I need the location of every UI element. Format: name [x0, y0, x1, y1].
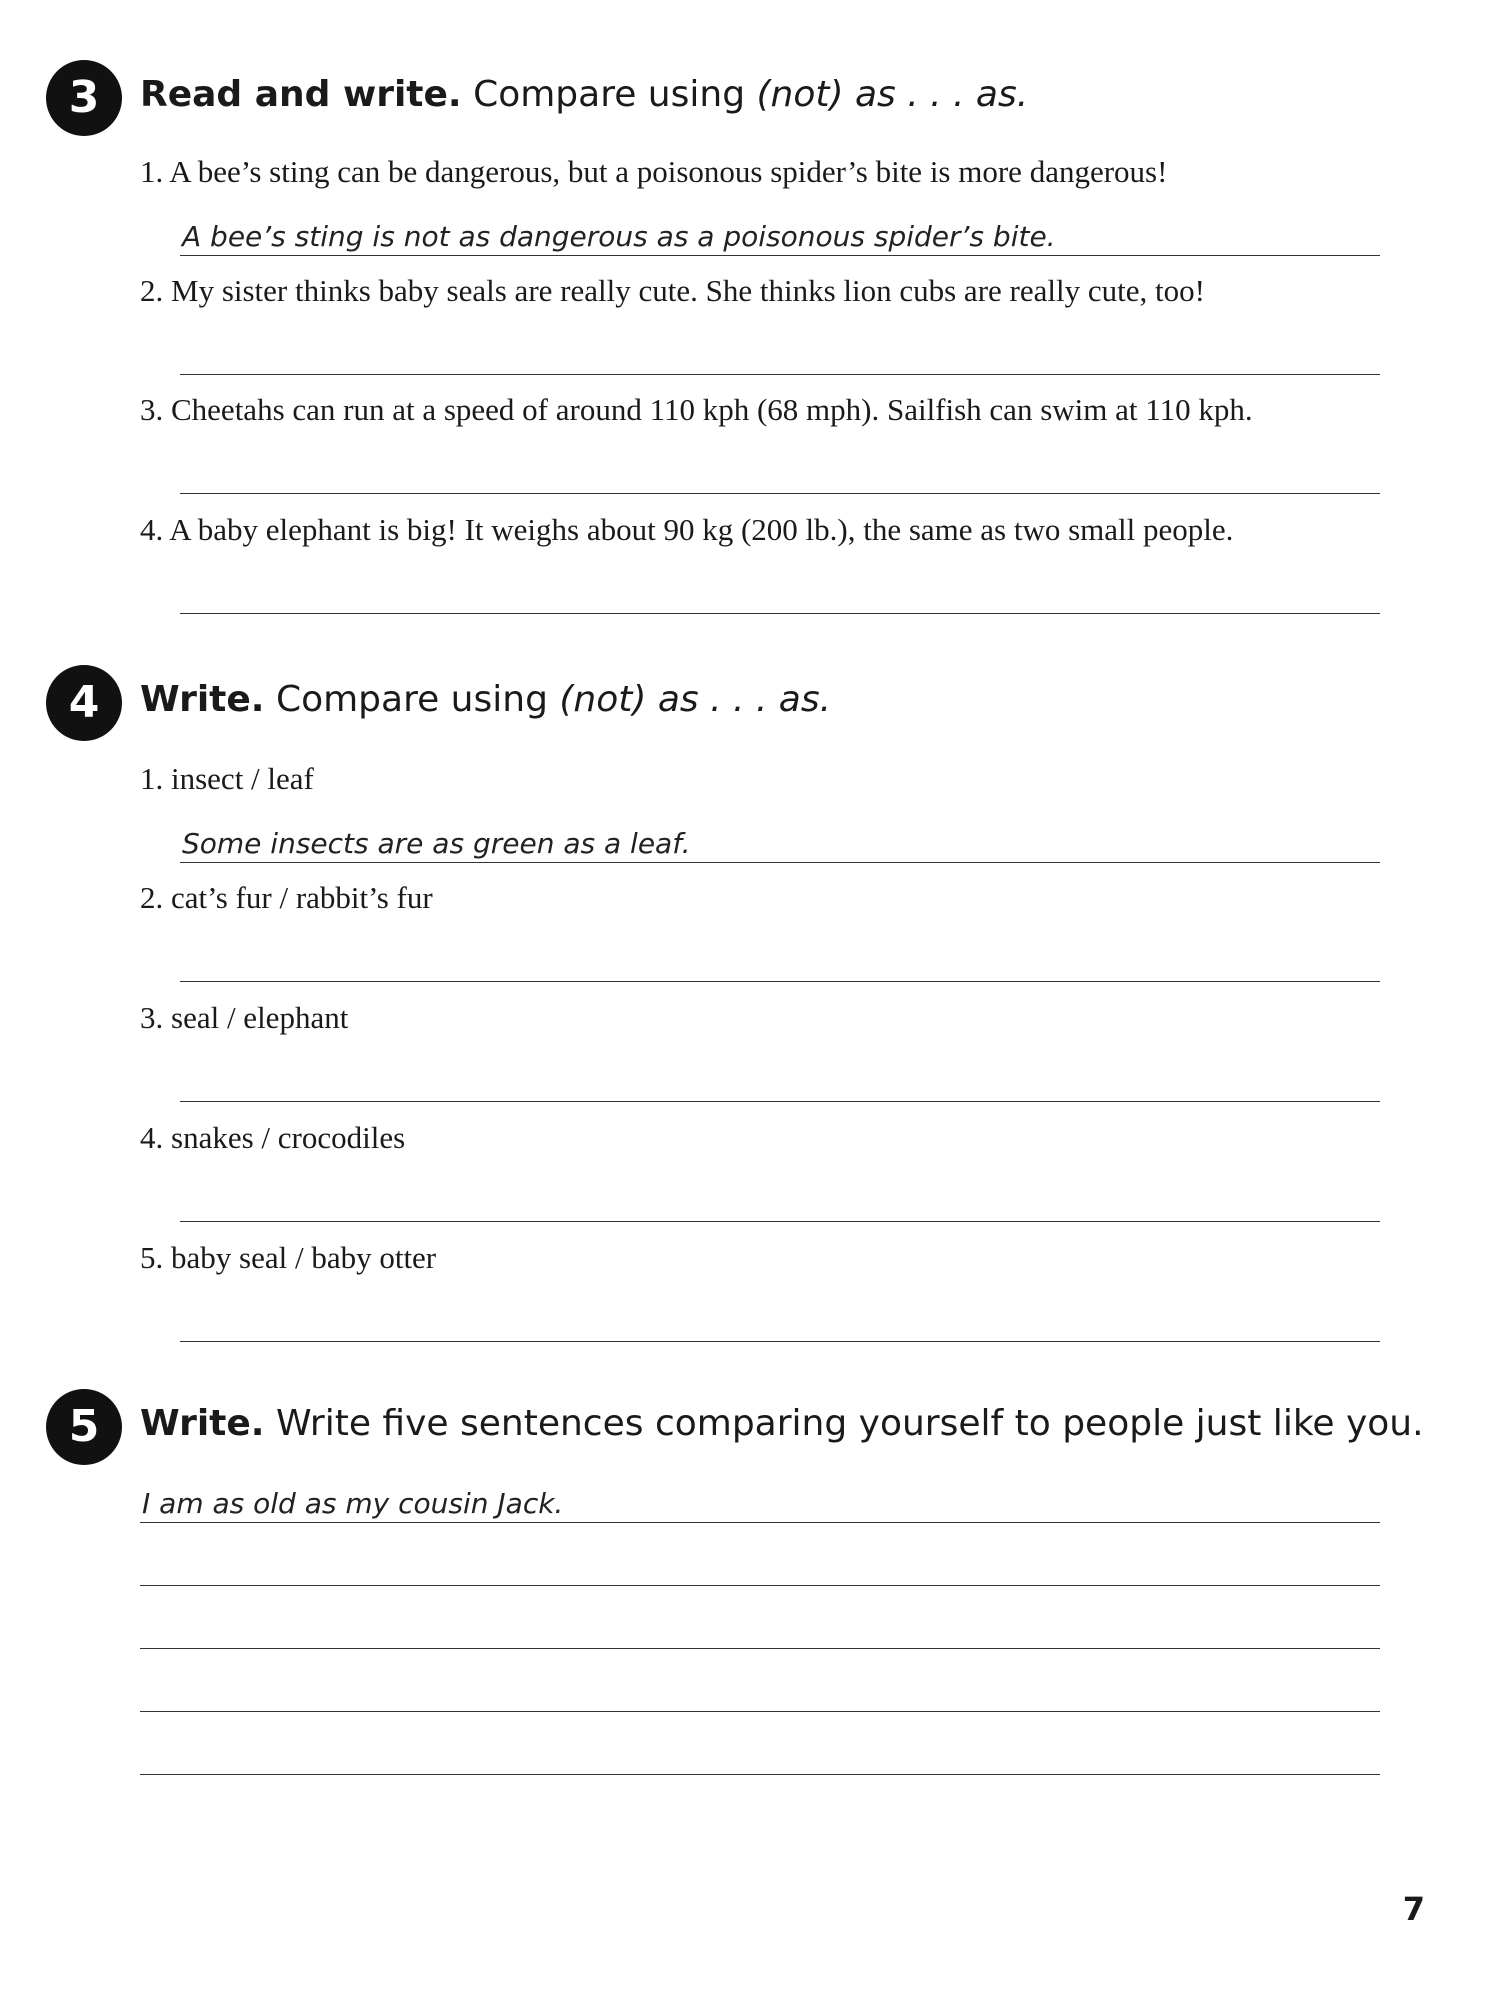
exercise-heading — [140, 1403, 1424, 1444]
question-text: 3. seal / elephant — [140, 1000, 349, 1035]
question-text: 2. My sister thinks baby seals are really cute. She thinks lion cubs are really cute, too! — [140, 273, 1205, 308]
exercise-title: Write. — [140, 1403, 265, 1444]
exercise-number-badge: 4 — [46, 665, 122, 741]
answer-line[interactable] — [140, 1472, 1380, 1523]
exercise-title: Write. — [140, 679, 265, 720]
exercise-instruction-italic: (not) as . . . as. — [756, 74, 1029, 115]
answer-line[interactable] — [180, 931, 1380, 982]
question-text: 1. A bee’s sting can be dangerous, but a poisonous spider’s bite is more dangerous! — [140, 154, 1168, 189]
answer-line[interactable] — [180, 563, 1380, 614]
answer-line[interactable] — [140, 1661, 1380, 1712]
answer-line[interactable] — [180, 812, 1380, 863]
exercise-instruction: Compare using — [275, 679, 560, 720]
answer-text: A bee’s sting is not as dangerous as a poisonous spider’s bite. — [182, 220, 1056, 253]
question-text: 1. insect / leaf — [140, 761, 314, 796]
question-text: 5. baby seal / baby otter — [140, 1240, 437, 1275]
exercise-instruction-italic: (not) as . . . as. — [559, 679, 832, 720]
answer-line[interactable] — [180, 1171, 1380, 1222]
answer-text: Some insects are as green as a leaf. — [182, 827, 691, 860]
exercise-title: Read and write. — [140, 74, 462, 115]
question-text: 3. Cheetahs can run at a speed of around 110 kph (68 mph). Sailfish can swim at 110 kph. — [140, 392, 1253, 427]
answer-line[interactable] — [180, 443, 1380, 494]
answer-line[interactable] — [180, 1051, 1380, 1102]
exercise-heading — [140, 74, 1028, 115]
exercise-instruction: Compare using — [473, 74, 757, 115]
exercise-instruction: Write five sentences comparing yourself to people just like you. — [275, 1403, 1424, 1444]
answer-line[interactable] — [180, 205, 1380, 256]
answer-line[interactable] — [180, 1291, 1380, 1342]
question-text: 4. A baby elephant is big! It weighs about 90 kg (200 lb.), the same as two small people. — [140, 512, 1234, 547]
question-text: 4. snakes / crocodiles — [140, 1120, 406, 1155]
answer-line[interactable] — [180, 324, 1380, 375]
answer-line[interactable] — [140, 1535, 1380, 1586]
answer-text: I am as old as my cousin Jack. — [142, 1487, 564, 1520]
exercise-number-badge: 5 — [46, 1389, 122, 1465]
answer-line[interactable] — [140, 1598, 1380, 1649]
answer-line[interactable] — [140, 1724, 1380, 1775]
page-number: 7 — [1402, 1890, 1425, 1928]
exercise-heading — [140, 679, 831, 720]
exercise-number-badge: 3 — [46, 60, 122, 136]
question-text: 2. cat’s fur / rabbit’s fur — [140, 880, 433, 915]
